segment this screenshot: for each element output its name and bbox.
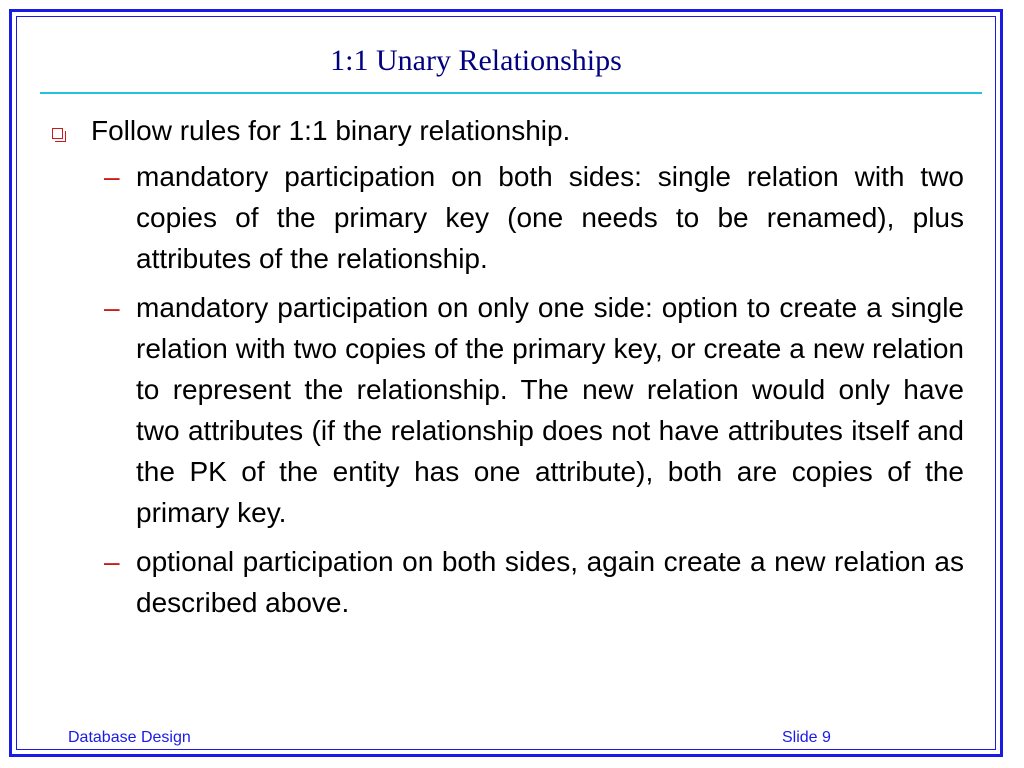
slide-title: 1:1 Unary Relationships	[330, 44, 622, 77]
hollow-square-bullet-icon	[52, 128, 63, 139]
sub-bullet-text: optional participation on both sides, again create a new relation as described above.	[136, 546, 964, 618]
sub-bullet-item	[100, 156, 964, 279]
sub-bullet-text: mandatory participation on both sides: single relation with two copies of the primary key (one needs to be renamed), plus attributes of the relationship.	[136, 161, 964, 274]
sub-bullet-text: mandatory participation on only one side: option to create a single relation with two copies of the primary key, or create a new relation to represent the relationship. The new relation would only have two attributes (if the relationship does not have attributes itself and the PK of the entity has one attribute), both are copies of the primary key.	[136, 292, 964, 528]
bullet-text: Follow rules for 1:1 binary relationship.	[91, 115, 571, 146]
sub-bullet-item	[100, 541, 964, 623]
footer-slide-number: Slide 9	[782, 729, 831, 746]
dash-bullet-icon: –	[104, 546, 120, 577]
dash-bullet-icon: –	[104, 161, 120, 192]
title-underline-rule	[40, 92, 982, 94]
dash-bullet-icon: –	[104, 292, 120, 323]
sub-bullet-item	[100, 287, 964, 533]
slide-content	[52, 112, 964, 631]
sub-bullet-list	[100, 156, 964, 623]
bullet-item	[52, 112, 964, 150]
footer-course-title: Database Design	[68, 729, 191, 746]
